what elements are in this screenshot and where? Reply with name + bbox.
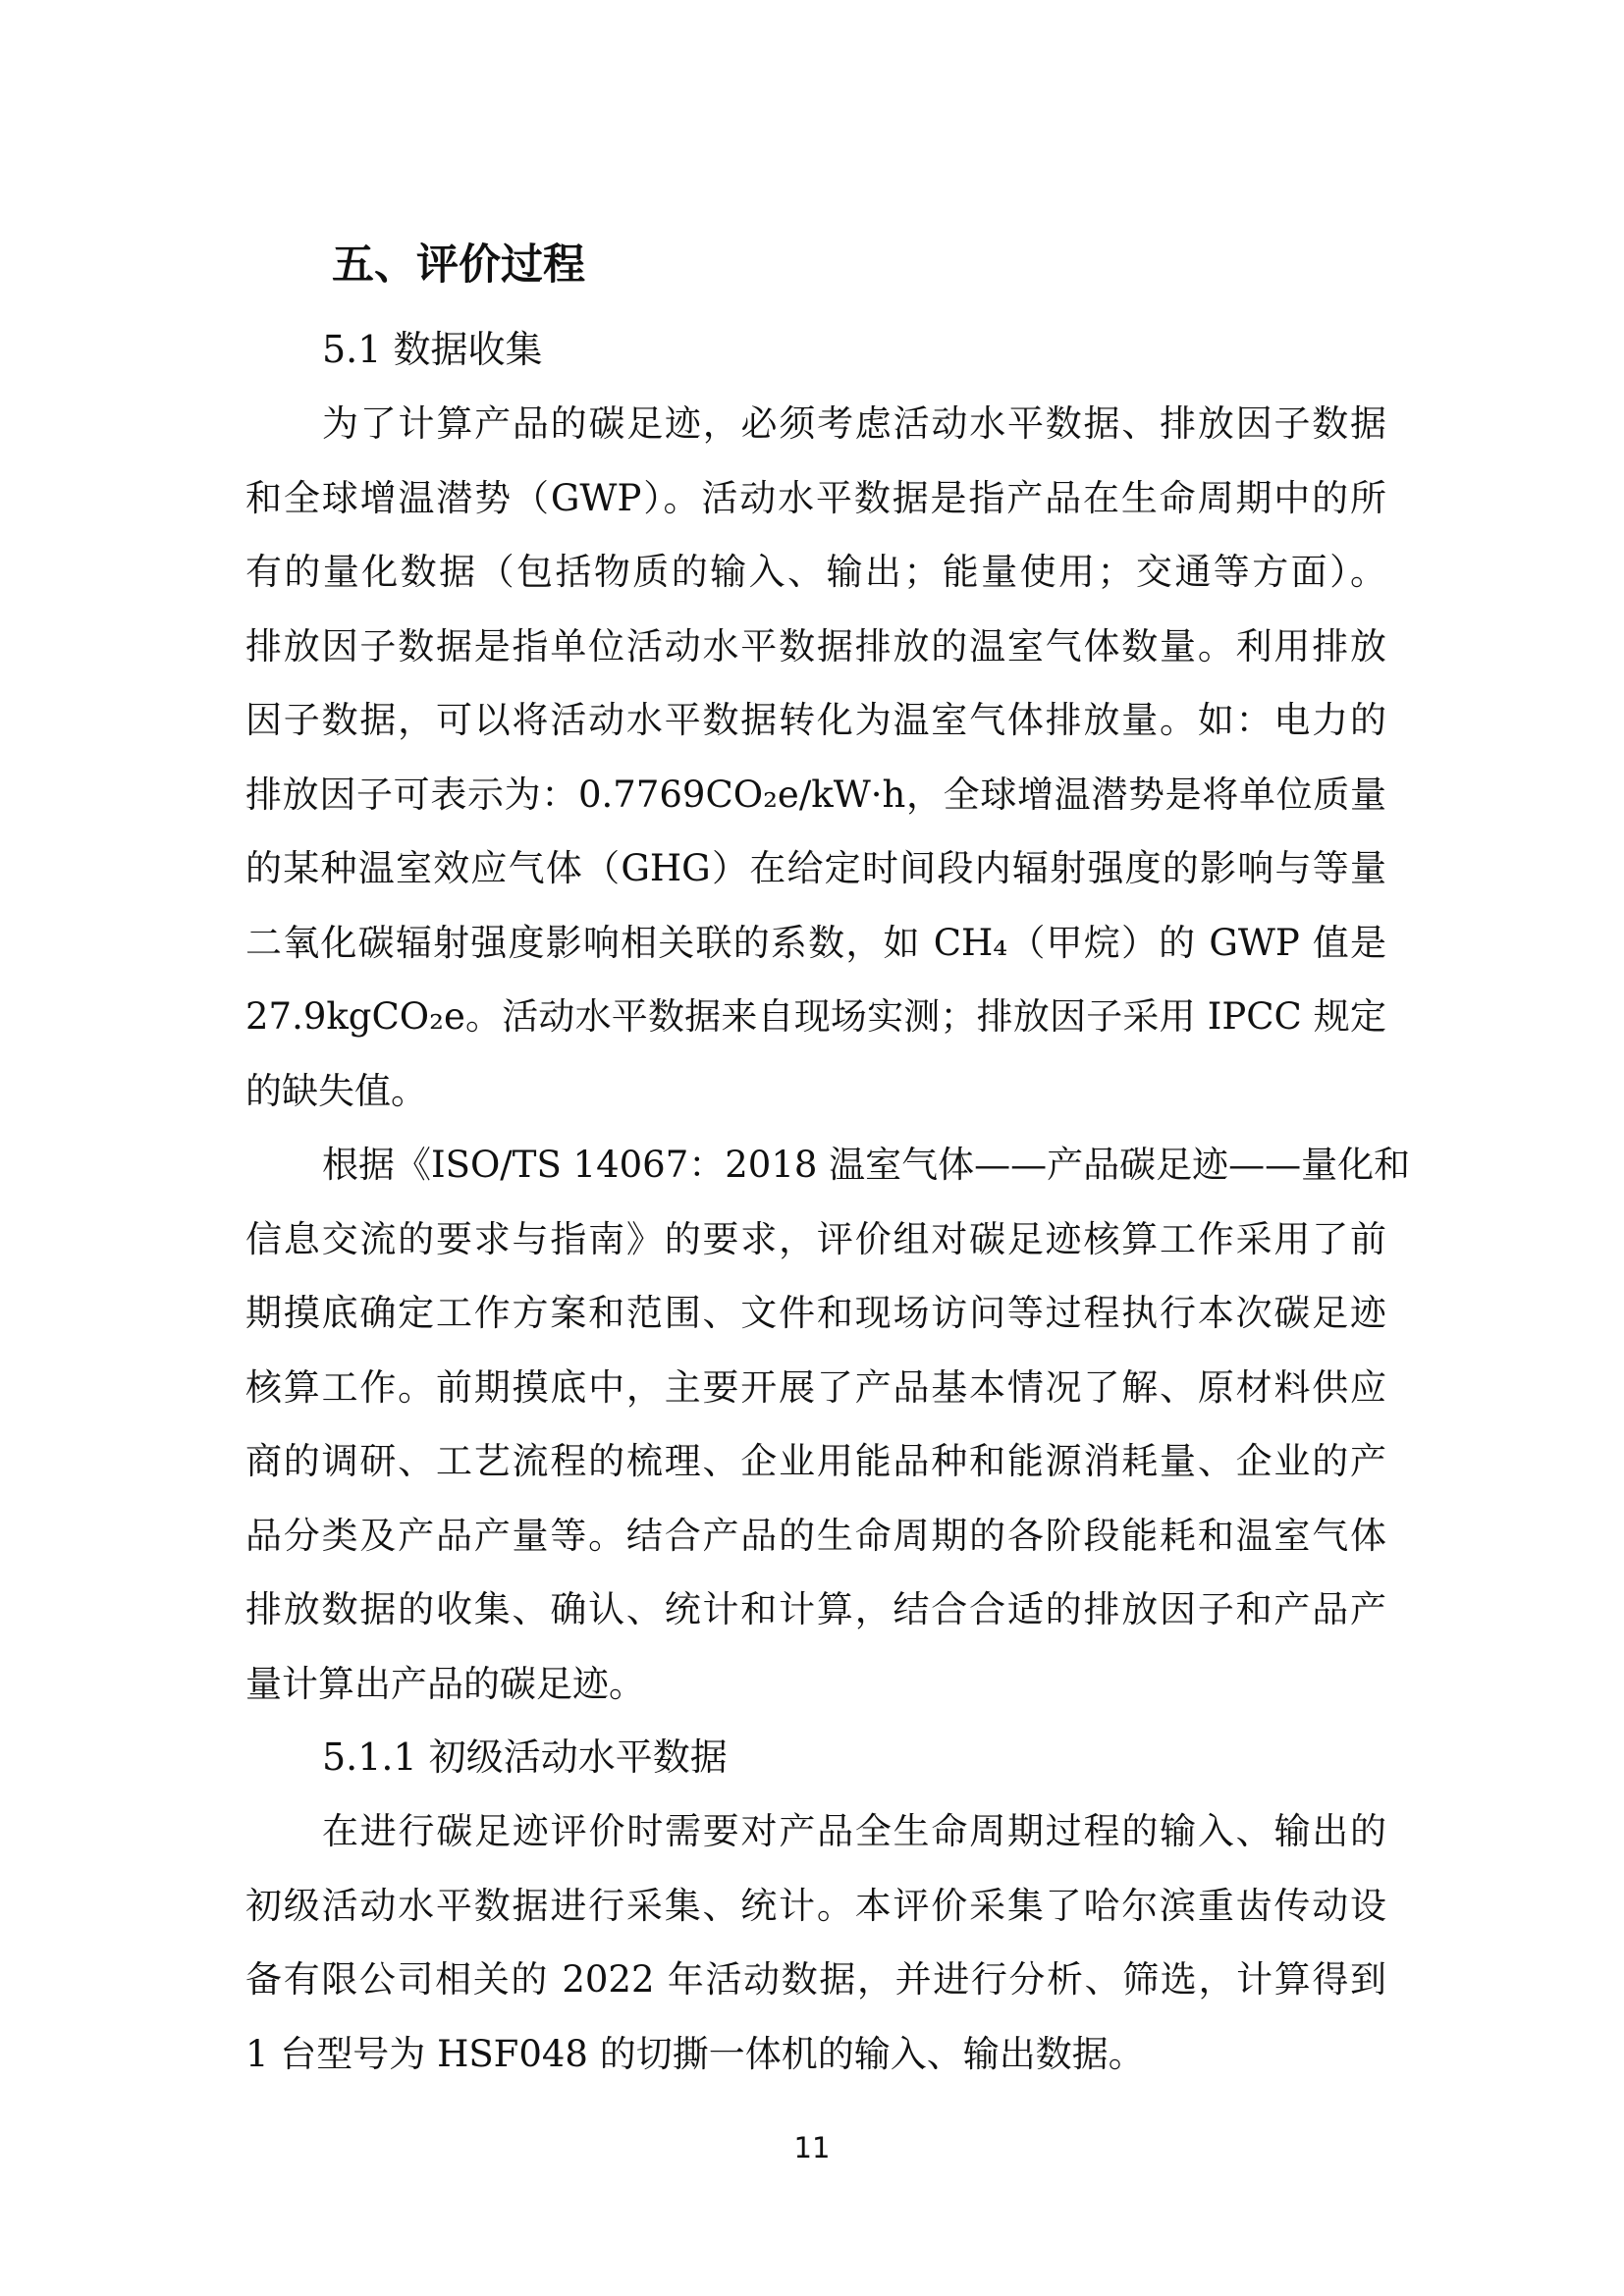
paragraph-line: 和全球增温潜势（GWP）。活动水平数据是指产品在生命周期中的所 — [245, 476, 1386, 519]
paragraph-line: 根据《ISO/TS 14067：2018 温室气体——产品碳足迹——量化和 — [322, 1144, 1411, 1186]
subsection-heading-5-1-1: 5.1.1 初级活动水平数据 — [322, 1735, 728, 1779]
paragraph-line: 核算工作。前期摸底中，主要开展了产品基本情况了解、原材料供应 — [245, 1365, 1386, 1409]
paragraph-line: 排放数据的收集、确认、统计和计算，结合合适的排放因子和产品产 — [245, 1588, 1386, 1630]
paragraph-line: 因子数据，可以将活动水平数据转化为温室气体排放量。如：电力的 — [245, 699, 1386, 741]
paragraph-line: 排放因子可表示为：0.7769CO₂e/kW·h，全球增温潜势是将单位质量 — [245, 773, 1386, 816]
paragraph-data-collection — [245, 395, 1386, 1136]
paragraph-line: 排放因子数据是指单位活动水平数据排放的温室气体数量。利用排放 — [245, 624, 1386, 667]
paragraph-line: 商的调研、工艺流程的梳理、企业用能品种和能源消耗量、企业的产 — [245, 1440, 1386, 1482]
paragraph-line: 为了计算产品的碳足迹，必须考虑活动水平数据、排放因子数据 — [322, 402, 1386, 445]
page-number: 11 — [793, 2131, 831, 2164]
paragraph-line: 在进行碳足迹评价时需要对产品全生命周期过程的输入、输出的 — [322, 1810, 1386, 1852]
paragraph-line: 量计算出产品的碳足迹。 — [245, 1662, 645, 1705]
paragraph-line: 初级活动水平数据进行采集、统计。本评价采集了哈尔滨重齿传动设 — [245, 1884, 1386, 1927]
paragraph-line: 1 台型号为 HSF048 的切撕一体机的输入、输出数据。 — [245, 2032, 1145, 2075]
paragraph-line: 备有限公司相关的 2022 年活动数据，并进行分析、筛选，计算得到 — [245, 1958, 1386, 2001]
paragraph-line: 有的量化数据（包括物质的输入、输出；能量使用；交通等方面）。 — [245, 551, 1386, 593]
paragraph-line: 二氧化碳辐射强度影响相关联的系数，如 CH₄（甲烷）的 GWP 值是 — [245, 921, 1386, 964]
paragraph-primary-activity-data — [245, 1802, 1386, 2099]
paragraph-line: 期摸底确定工作方案和范围、文件和现场访问等过程执行本次碳足迹 — [245, 1292, 1386, 1334]
paragraph-line: 信息交流的要求与指南》的要求，评价组对碳足迹核算工作采用了前 — [245, 1217, 1386, 1260]
paragraph-line: 的缺失值。 — [245, 1069, 427, 1112]
section-heading: 五、评价过程 — [332, 240, 585, 290]
paragraph-line: 品分类及产品产量等。结合产品的生命周期的各阶段能耗和温室气体 — [245, 1514, 1386, 1557]
paragraph-line: 的某种温室效应气体（GHG）在给定时间段内辐射强度的影响与等量 — [245, 847, 1386, 889]
paragraph-line: 27.9kgCO₂e。活动水平数据来自现场实测；排放因子采用 IPCC 规定 — [245, 995, 1386, 1038]
paragraph-iso-standard — [245, 1136, 1411, 1729]
subsection-heading-5-1: 5.1 数据收集 — [322, 328, 543, 371]
